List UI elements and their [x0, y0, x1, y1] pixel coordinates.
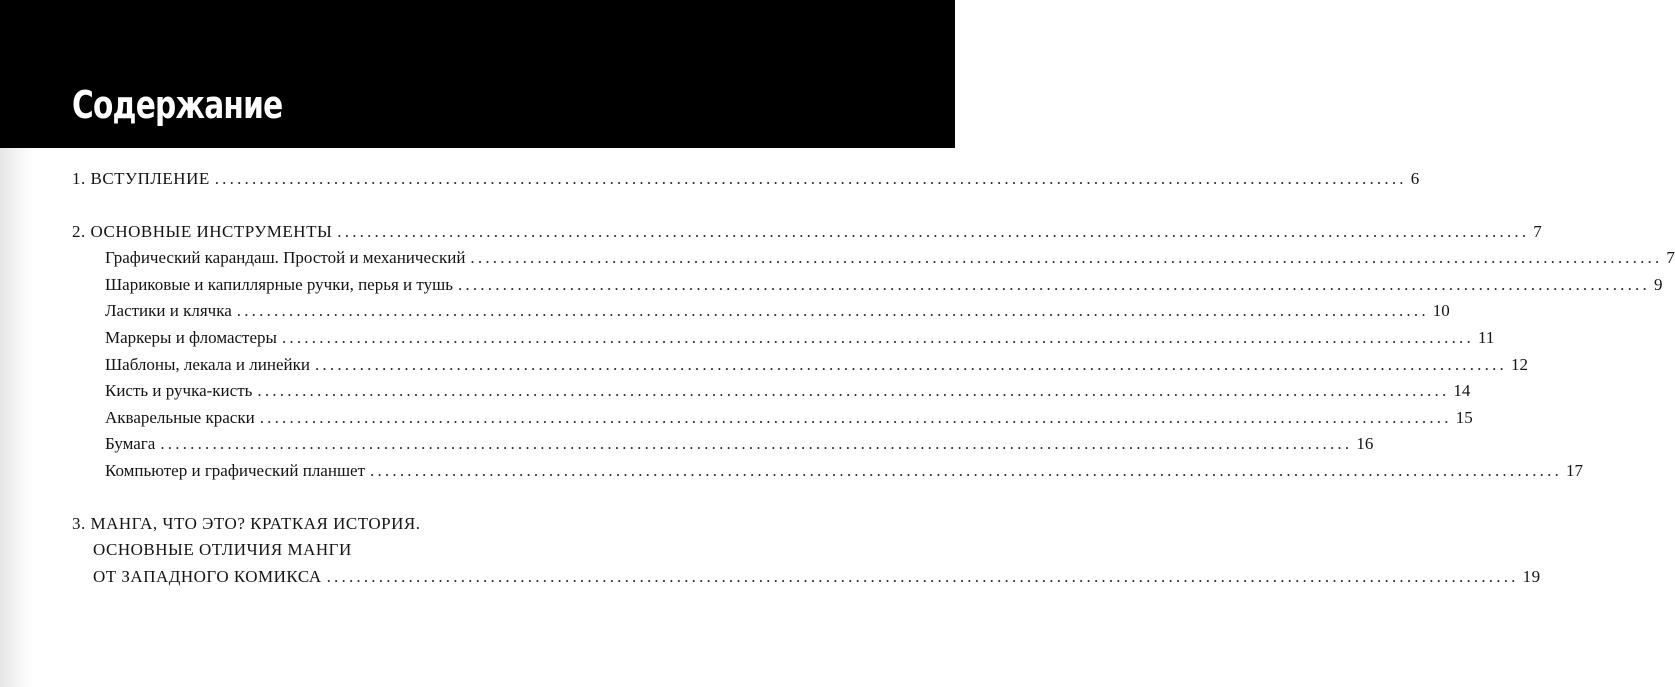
toc-page-number: 7: [1666, 248, 1675, 268]
toc-entry-title: Кисть и ручка-кисть: [105, 381, 253, 401]
toc-entry-title: 3. МАНГА, ЧТО ЭТО? КРАТКАЯ ИСТОРИЯ.: [72, 513, 421, 533]
toc-entry-title: 2. ОСНОВНЫЕ ИНСТРУМЕНТЫ: [72, 221, 333, 241]
toc-page-number: 7: [1533, 221, 1543, 241]
page-title: Содержание: [72, 83, 283, 127]
toc-subentry[interactable]: [72, 431, 1374, 458]
spacer: [72, 193, 850, 219]
dot-leader: ................................................................................................................................................................: [370, 460, 1563, 480]
toc-page-number: 17: [1566, 460, 1584, 480]
toc-page-number: 10: [1432, 301, 1450, 321]
toc-entry-title: Компьютер и графический планшет: [105, 460, 366, 480]
toc-subentry[interactable]: [72, 378, 1471, 405]
toc-page-number: 19: [1522, 566, 1541, 586]
toc-subentry[interactable]: [72, 272, 1663, 299]
toc-subentry[interactable]: [72, 325, 1495, 352]
toc-entry-title: ОТ ЗАПАДНОГО КОМИКСА: [93, 566, 322, 586]
header-band: [0, 0, 955, 148]
toc-page-number: 14: [1453, 381, 1471, 401]
dot-leader: ................................................................................................................................................................: [236, 301, 1429, 321]
toc-page-number: 16: [1356, 434, 1374, 454]
toc-chapter-2[interactable]: [72, 219, 1543, 246]
toc-subentry[interactable]: [72, 298, 1450, 325]
toc-subentry[interactable]: [72, 245, 1675, 272]
toc-entry-title: Бумага: [105, 434, 156, 454]
dot-leader: ................................................................................................................................................................: [259, 407, 1452, 427]
toc-chapter-3-line-3: [72, 564, 1541, 591]
toc-entry-title: 1. ВСТУПЛЕНИЕ: [72, 169, 210, 188]
dot-leader: ................................................................................................................................................................: [214, 169, 1407, 188]
toc-entry-title: ОСНОВНЫЕ ОТЛИЧИЯ МАНГИ: [93, 540, 352, 560]
dot-leader: ................................................................................................................................................................: [160, 434, 1353, 454]
toc-entry-title: Графический карандаш. Простой и механический: [105, 248, 466, 268]
dot-leader: ................................................................................................................................................................: [326, 566, 1519, 586]
toc-entry-title: Шаблоны, лекала и линейки: [105, 354, 310, 374]
toc-subentry[interactable]: [72, 352, 1528, 379]
dot-leader: ................................................................................................................................................................: [457, 274, 1650, 294]
toc-page-number: 9: [1653, 274, 1663, 294]
table-of-contents: [72, 166, 1675, 590]
toc-page-number: 6: [1410, 169, 1420, 188]
toc-entry-title: Акварельные краски: [105, 407, 255, 427]
toc-chapter-1[interactable]: [72, 166, 1420, 193]
toc-chapter-3[interactable]: [72, 511, 1541, 591]
spacer: [72, 485, 850, 511]
toc-chapter-3-line-2: [72, 537, 850, 564]
dot-leader: ................................................................................................................................................................: [281, 327, 1474, 347]
toc-chapter-3-line-1: [72, 511, 850, 538]
toc-subentry[interactable]: [72, 458, 1584, 485]
dot-leader: ................................................................................................................................................................: [337, 221, 1530, 241]
toc-page-number: 12: [1510, 354, 1528, 374]
toc-page-number: 15: [1455, 407, 1473, 427]
toc-entry-title: Маркеры и фломастеры: [105, 327, 277, 347]
toc-entry-title: Шариковые и капиллярные ручки, перья и тушь: [105, 274, 453, 294]
toc-entry-title: Ластики и клячка: [105, 301, 232, 321]
dot-leader: ................................................................................................................................................................: [470, 248, 1663, 268]
dot-leader: ................................................................................................................................................................: [314, 354, 1507, 374]
toc-page-number: 11: [1477, 327, 1495, 347]
page-gutter-shadow: [0, 148, 34, 687]
dot-leader: ................................................................................................................................................................: [257, 381, 1450, 401]
toc-subentry[interactable]: [72, 405, 1473, 432]
